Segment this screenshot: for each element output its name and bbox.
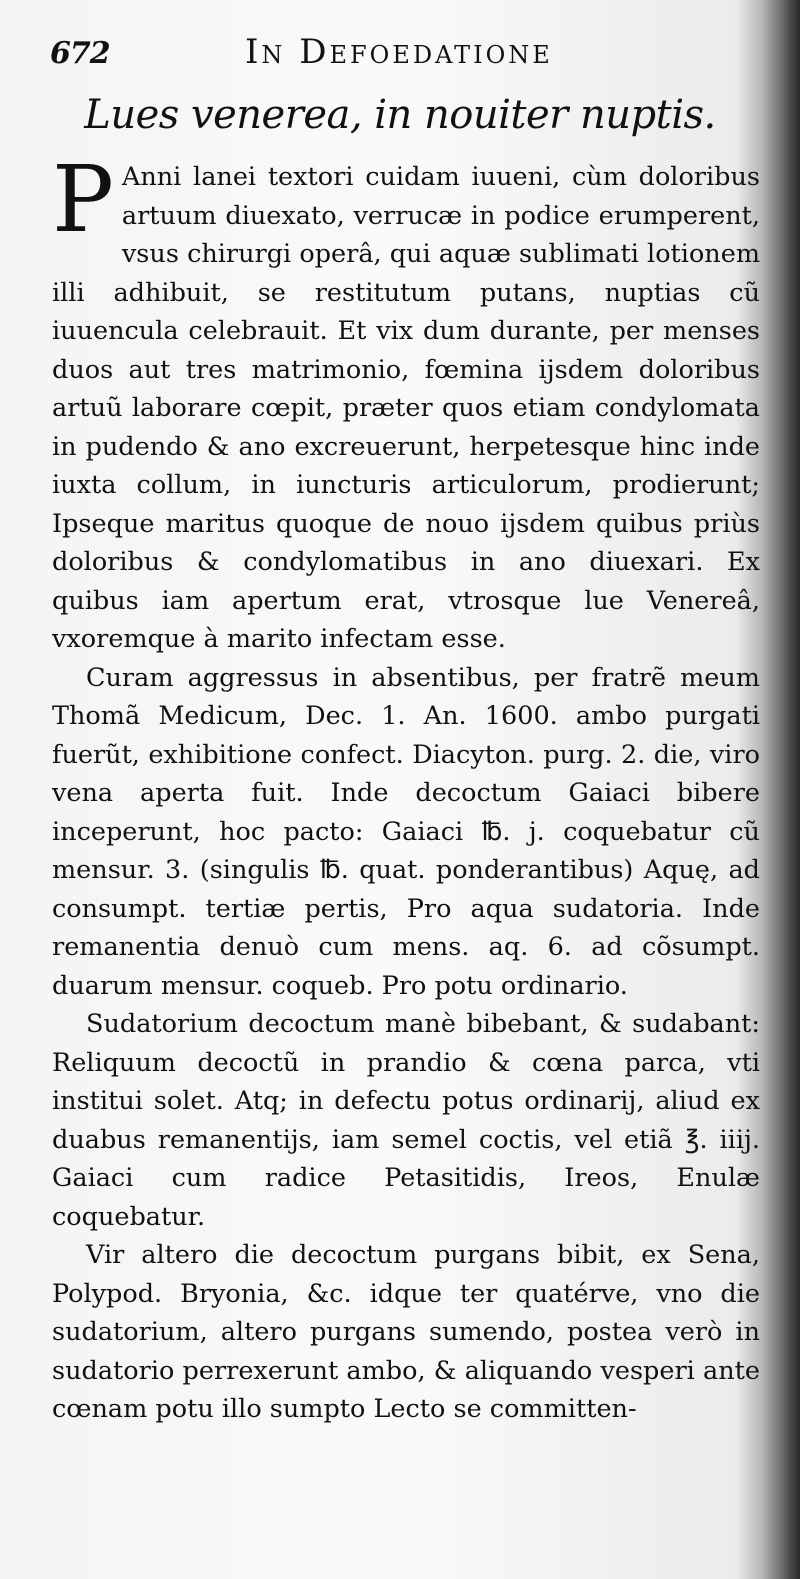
page-gutter-shadow	[762, 0, 800, 1579]
paragraph-text: Anni lanei textori cuidam iuueni, cùm doloribus artuum diuexato, verrucæ in podice erumperent, vsus chirurgi operâ, qui aquæ sublimati lotionem illi adhibuit, se restitutum putans, nuptias cũ iuuencula celebrauit. Et vix dum durante, per menses duos aut tres matrimonio, fœmina ijsdem doloribus artuũ laborare cœpit, præter quos etiam condylomata in pudendo & ano excreuerunt, herpetesque hinc inde iuxta collum, in iuncturis articulorum, prodierunt; Ipseque maritus quoque de nouo ijsdem quibus priùs doloribus & condylomatibus in ano diuexari. Ex quibus iam apertum erat, vtrosque lue Venereâ, vxoremque à marito infectam esse.	[52, 162, 760, 654]
drop-cap: P	[52, 146, 114, 253]
page-header	[50, 28, 750, 78]
paragraph-4	[52, 1236, 760, 1429]
paragraph-3	[52, 1005, 760, 1236]
page-number: 672	[50, 36, 110, 71]
body-text	[52, 146, 760, 1429]
paragraph-text: Sudatorium decoctum manè bibebant, & sudabant: Reliquum decoctũ in prandio & cœna parca, vti institui solet. Atq; in defectu potus ordinarij, aliud ex duabus remanentijs, iam semel coctis, vel etiã ℥. iiij. Gaiaci cum radice Petasitidis, Ireos, Enulæ coquebatur.	[52, 1009, 760, 1232]
paragraph-1	[52, 146, 760, 659]
paragraph-2	[52, 659, 760, 1006]
running-head: In Defoedatione	[245, 32, 553, 72]
section-title: Lues venerea, in nouiter nuptis.	[84, 92, 716, 138]
paragraph-text: Curam aggressus in absentibus, per fratrẽ meum Thomã Medicum, Dec. 1. An. 1600. ambo purgati fuerũt, exhibitione confect. Diacyton. purg. 2. die, viro vena aperta fuit. Inde decoctum Gaiaci bibere inceperunt, hoc pacto: Gaiaci ℔. j. coquebatur cũ mensur. 3. (singulis ℔. quat. ponderantibus) Aquę, ad consumpt. tertiæ pertis, Pro aqua sudatoria. Inde remanentia denuò cum mens. aq. 6. ad cõsumpt. duarum mensur. coqueb. Pro potu ordinario.	[52, 662, 760, 1001]
paragraph-text: Vir altero die decoctum purgans bibit, ex Sena, Polypod. Bryonia, &c. idque ter quatérve, vno die sudatorium, altero purgans sumendo, postea verò in sudatorio perrexerunt ambo, & aliquando vesperi ante cœnam potu illo sumpto Lecto se committen-	[52, 1240, 760, 1424]
